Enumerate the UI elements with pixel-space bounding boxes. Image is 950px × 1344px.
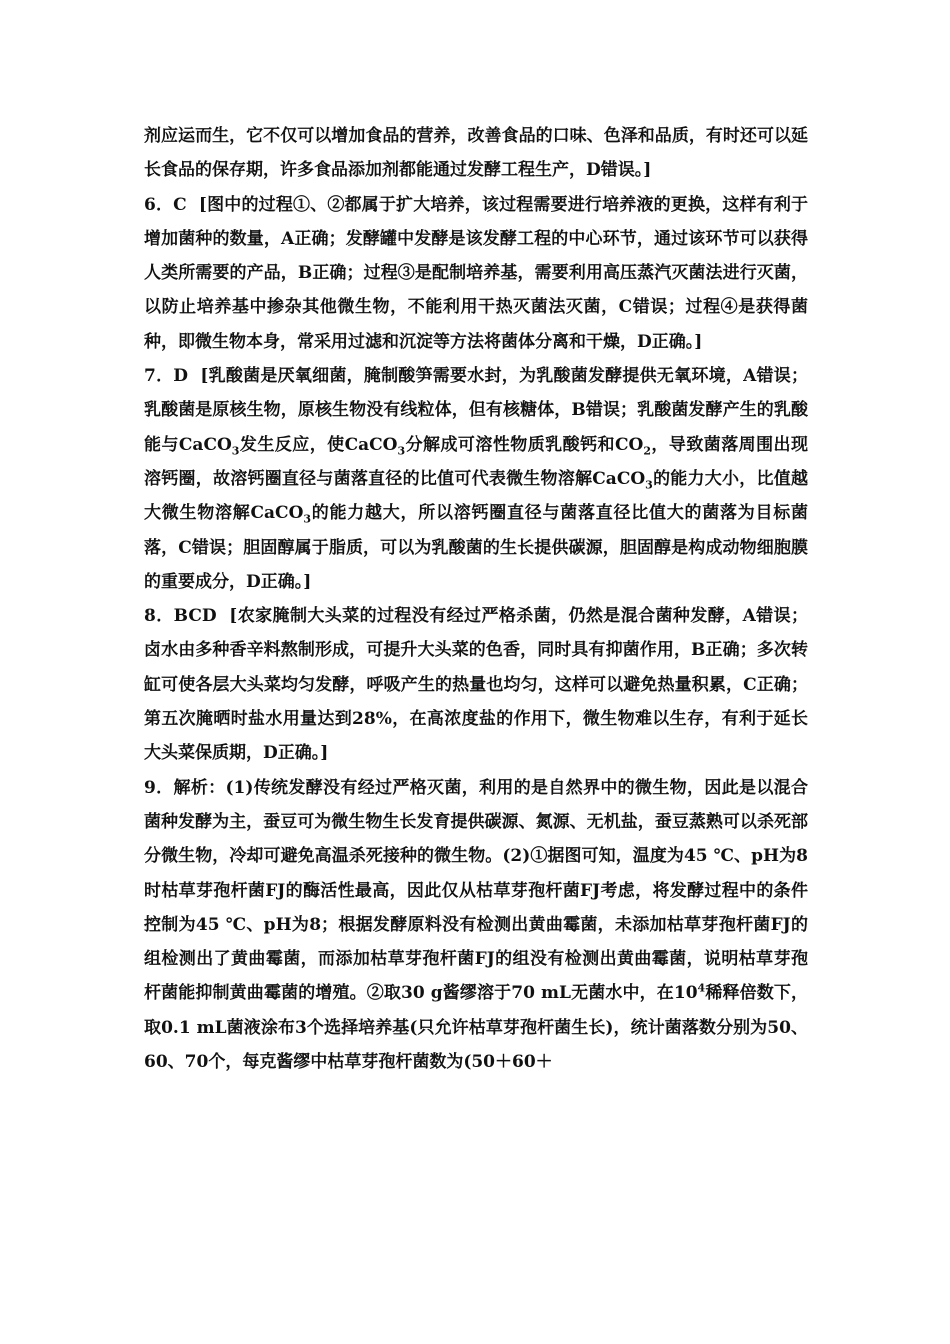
answer-7-text-3: 分解成可溶性物质乳酸钙和CO [405,434,644,455]
answer-9-paragraph [144,771,808,1080]
answer-8-label: 8．BCD [144,606,217,627]
answer-6-label: 6．C [144,194,187,215]
answer-7-paragraph [144,359,808,599]
answer-7-text-6: 的能力越大，所以溶钙圈直径与菌落直径比值大的菌落为目标菌落，C错误；胆固醇属于脂质，可以为乳酸菌的生长提供碳源，胆固醇是构成动物细胞膜的重要成分，D正确。] [144,503,809,592]
answer-8-text: [农家腌制大头菜的过程没有经过严格杀菌，仍然是混合菌种发酵，A错误；卤水由多种香辛料熬制形成，可提升大头菜的色香，同时具有抑菌作用，B正确；多次转缸可使各层大头菜均匀发酵，呼吸产生的热量也均匀，这样可以避免热量积累，C正确；第五次腌晒时盐水用量达到28%，在高浓度盐的作用下，微生物难以生存，有利于延长大头菜保质期，D正确。] [144,606,808,764]
answer-7-subscript-5: 3 [303,512,312,526]
answer-9-label: 9．解析： [144,777,226,798]
answer-7-label: 7．D [144,366,189,387]
answer-8-paragraph [144,599,808,770]
answer-7-text-5: 的能力大小，比值越大微生物溶解CaCO [144,468,809,524]
answer-9-text-2: 稀释倍数下，取0.1 mL菌液涂布3个选择培养基(只允许枯草芽孢杆菌生长)，统计菌落数分别为50、60、70个，每克酱缪中枯草芽孢杆菌数为(50＋60＋ [144,983,809,1073]
answer-6-text: [图中的过程①、②都属于扩大培养，该过程需要进行培养液的更换，这样有利于增加菌种的数量，A正确；发酵罐中发酵是该发酵工程的中心环节，通过该环节可以获得人类所需要的产品，B正确；过程③是配制培养基，需要利用高压蒸汽灭菌法进行灭菌，以防止培养基中掺杂其他微生物，不能利用干热灭菌法灭菌，C错误；过程④是获得菌种，即微生物本身，常采用过滤和沉淀等方法将菌体分离和干燥，D正确。] [144,194,809,352]
answer-7-subscript-4: 3 [645,478,653,492]
intro-text: 剂应运而生，它不仅可以增加食品的营养，改善食品的口味、色泽和品质，有时还可以延长食品的保存期，许多食品添加剂都能通过发酵工程生产，D错误。] [144,126,808,181]
answer-7-subscript-1: 3 [231,444,240,458]
answer-9-superscript: 4 [697,981,706,995]
answer-text-block [144,119,808,1079]
answer-9-text-1: (1)传统发酵没有经过严格灭菌，利用的是自然界中的微生物，因此是以混合菌种发酵为主，蚕豆可为微生物生长发育提供碳源、氮源、无机盐，蚕豆蒸熟可以杀死部分微生物，冷却可避免高温杀死接种的微生物。(2)①据图可知，温度为45 ℃、pH为8时枯草芽孢杆菌FJ的酶活性最高，因此仅从枯草芽孢杆菌FJ考虑，将发酵过程中的条件控制为45 ℃、pH为8；根据发酵原料没有检测出黄曲霉菌，未添加枯草芽孢杆菌FJ的组检测出了黄曲霉菌，而添加枯草芽孢杆菌FJ的组没有检测出黄曲霉菌，说明枯草芽孢杆菌能抑制黄曲霉菌的增殖。②取30 g酱缪溶于70 mL无菌水中，在10 [144,777,808,1004]
answer-7-text-1: [乳酸菌是厌氧细菌，腌制酸笋需要水封，为乳酸菌发酵提供无氧环境，A错误；乳酸菌是原核生物，原核生物没有线粒体，但有核糖体，B错误；乳酸菌发酵产生的乳酸能与CaCO [144,366,809,455]
answer-7-subscript-3: 2 [643,444,651,458]
answer-7-text-4: ，导致菌落周围出现溶钙圈，故溶钙圈直径与菌落直径的比值可代表微生物溶解CaCO [144,434,809,489]
answer-6-paragraph [144,188,808,359]
answer-7-subscript-2: 3 [397,444,406,458]
intro-paragraph [144,119,808,188]
answer-7-text-2: 发生反应，使CaCO [239,434,398,455]
